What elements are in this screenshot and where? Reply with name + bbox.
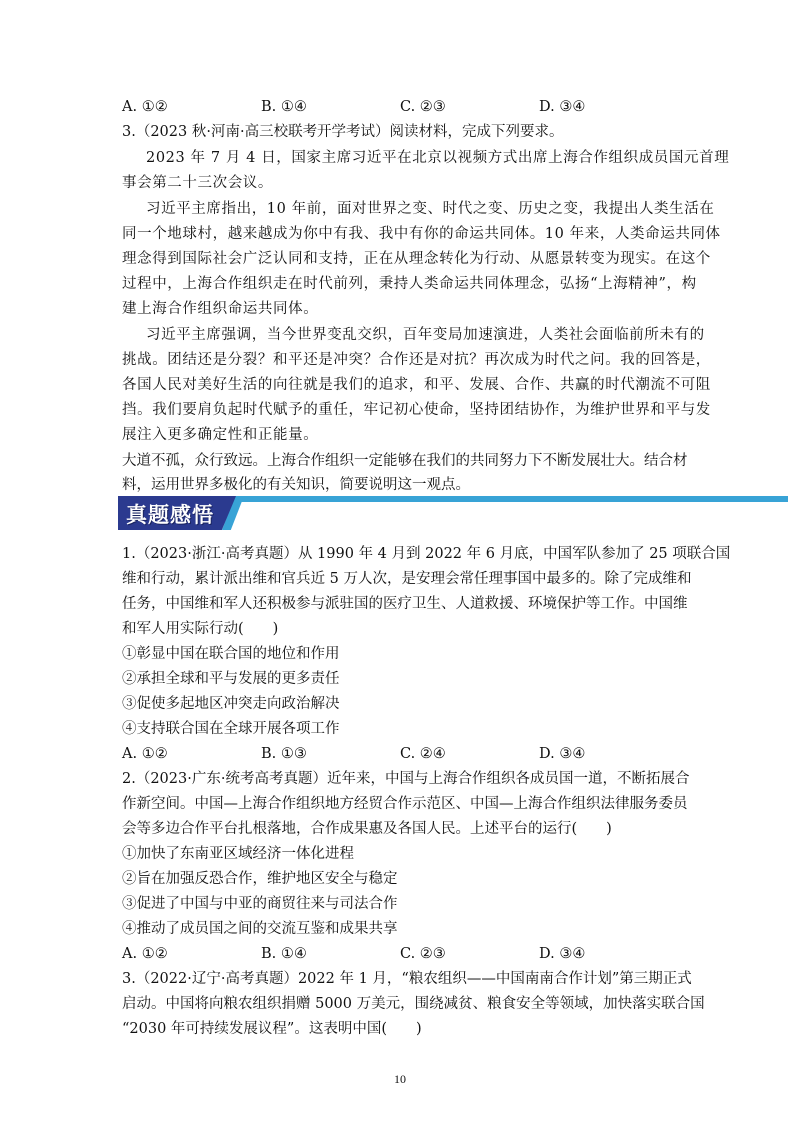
option-d: D. ③④ xyxy=(539,746,586,762)
material-p1-line: 事会第二十三次会议。 xyxy=(122,175,273,191)
option-d: D. ③④ xyxy=(539,946,586,962)
question-2-stem: 作新空间。中国—上海合作组织地方经贸合作示范区、中国—上海合作组织法律服务委员 xyxy=(122,796,688,812)
options-row-prev xyxy=(122,96,682,118)
material-p2-line: 同一个地球村，越来越成为你中有我、我中有你的命运共同体。10 年来，人类命运共同体 xyxy=(122,226,721,242)
question-1-stem: 和军人用实际行动( ) xyxy=(122,621,279,637)
material-p2-line: 习近平主席指出，10 年前，面对世界之变、时代之变、历史之变，我提出人类生活在 xyxy=(146,201,715,217)
question-2-stem: 2.（2023·广东·统考高考真题）近年来，中国与上海合作组织各成员国一道，不断拓展合 xyxy=(122,771,690,787)
question-3-stem: 3.（2023 秋·河南·高三校联考开学考试）阅读材料，完成下列要求。 xyxy=(122,124,564,140)
question-1-item: ③促使多起地区冲突走向政治解决 xyxy=(122,696,340,712)
question-1-stem: 1.（2023·浙江·高考真题）从 1990 年 4 月到 2022 年 6 月底，中国军队参加了 25 项联合国 xyxy=(122,546,731,562)
page-number: 10 xyxy=(394,1072,406,1086)
question-3-ask: 大道不孤，众行致远。上海合作组织一定能够在我们的共同努力下不断发展壮大。结合材 xyxy=(122,453,688,469)
question-2-stem: 会等多边合作平台扎根落地，合作成果惠及各国人民。上述平台的运行( ) xyxy=(122,821,612,837)
material-p3-line: 各国人民对美好生活的向往就是我们的追求，和平、发展、合作、共赢的时代潮流不可阻 xyxy=(122,377,711,393)
material-p3-line: 展注入更多确定性和正能量。 xyxy=(122,427,319,443)
question-3-ask: 料，运用世界多极化的有关知识，简要说明这一观点。 xyxy=(122,477,470,493)
option-b: B. ①④ xyxy=(261,99,307,115)
option-b: B. ①④ xyxy=(261,946,307,962)
section-title: 真题感悟 xyxy=(126,503,214,527)
option-a: A. ①② xyxy=(122,946,168,962)
section-banner xyxy=(118,496,788,532)
question-1-options xyxy=(122,743,682,765)
option-d: D. ③④ xyxy=(539,99,586,115)
option-c: C. ②③ xyxy=(400,946,446,962)
question-2-item: ①加快了东南亚区域经济一体化进程 xyxy=(122,846,354,862)
material-p3-line: 挑战。团结还是分裂？和平还是冲突？合作还是对抗？再次成为时代之问。我的回答是， xyxy=(122,352,711,368)
question-2-item: ②旨在加强反恐合作，维护地区安全与稳定 xyxy=(122,871,398,887)
material-p3-line: 习近平主席强调，当今世界变乱交织，百年变局加速演进，人类社会面临前所未有的 xyxy=(146,327,705,343)
material-p2-line: 理念得到国际社会广泛认同和支持，正在从理念转化为行动、从愿景转变为现实。在这个 xyxy=(122,251,711,267)
question-3b-stem: 3.（2022·辽宁·高考真题）2022 年 1 月，“粮农组织——中国南南合作计划”第三期正式 xyxy=(122,971,692,987)
question-2-item: ④推动了成员国之间的交流互鉴和成果共享 xyxy=(122,921,398,937)
option-b: B. ①③ xyxy=(261,746,307,762)
question-1-item: ④支持联合国在全球开展各项工作 xyxy=(122,721,340,737)
material-p1-line: 2023 年 7 月 4 日，国家主席习近平在北京以视频方式出席上海合作组织成员国元首理 xyxy=(146,150,730,166)
option-a: A. ①② xyxy=(122,99,168,115)
option-c: C. ②④ xyxy=(400,746,446,762)
question-1-stem: 维和行动，累计派出维和官兵近 5 万人次，是安理会常任理事国中最多的。除了完成维和 xyxy=(122,571,692,587)
question-2-options xyxy=(122,943,682,965)
material-p2-line: 建上海合作组织命运共同体。 xyxy=(122,301,319,317)
question-1-item: ①彰显中国在联合国的地位和作用 xyxy=(122,646,340,662)
question-3b-stem: “2030 年可持续发展议程”。这表明中国( ) xyxy=(122,1021,422,1037)
question-1-stem: 任务，中国维和军人还积极参与派驻国的医疗卫生、人道救援、环境保护等工作。中国维 xyxy=(122,596,688,612)
question-1-item: ②承担全球和平与发展的更多责任 xyxy=(122,671,340,687)
question-3b-stem: 启动。中国将向粮农组织捐赠 5000 万美元，围绕减贫、粮食安全等领域，加快落实联合国 xyxy=(122,996,705,1012)
option-c: C. ②③ xyxy=(400,99,446,115)
option-a: A. ①② xyxy=(122,746,168,762)
material-p2-line: 过程中，上海合作组织走在时代前列，秉持人类命运共同体理念，弘扬“上海精神”，构 xyxy=(122,276,697,292)
question-2-item: ③促进了中国与中亚的商贸往来与司法合作 xyxy=(122,896,398,912)
material-p3-line: 挡。我们要肩负起时代赋予的重任，牢记初心使命，坚持团结协作，为维护世界和平与发 xyxy=(122,402,711,418)
